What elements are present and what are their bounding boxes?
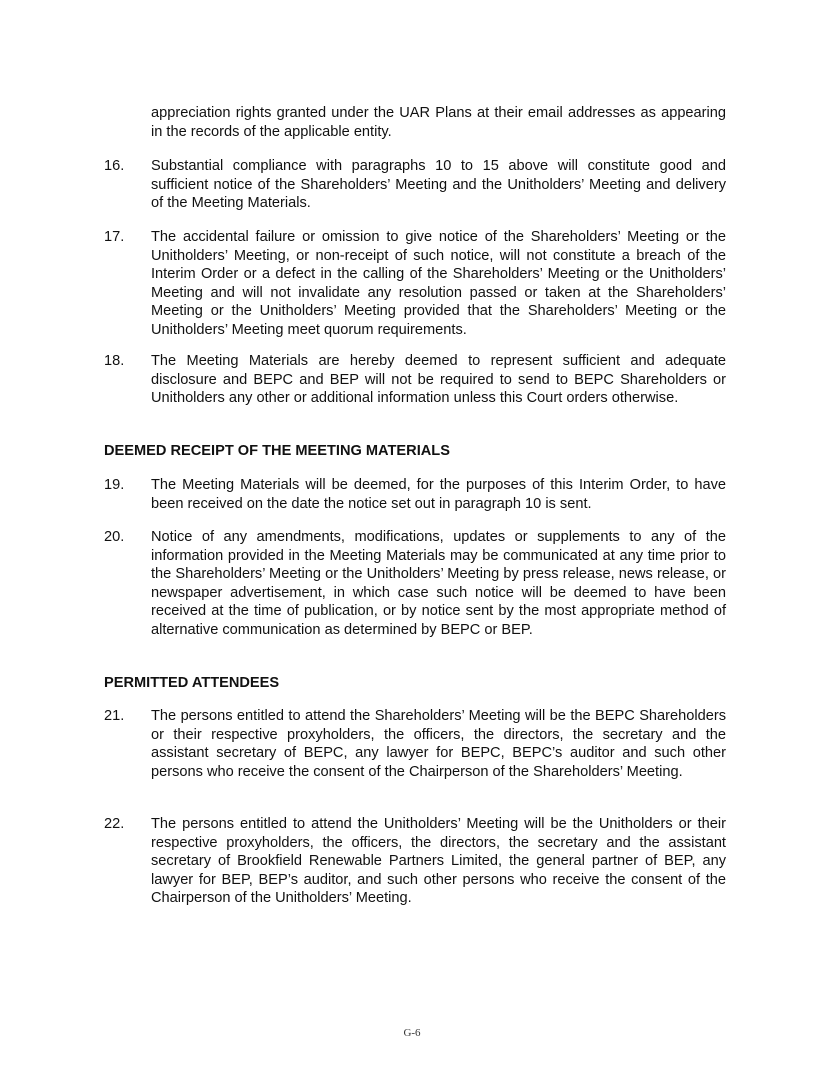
section-heading-permitted-attendees: PERMITTED ATTENDEES [104,675,280,691]
paragraph-text: The persons entitled to attend the Unitholders’ Meeting will be the Unitholders or their respective proxyholders, the officers, the directors, the secretary and the assistant secretary of Brookfield Renewable Partners Limited, the general partner of BEP, any lawyer for BEP, BEP’s auditor, and such other persons who receive the consent of the Chairperson of the Unitholders’ Meeting. [151,816,726,906]
section-heading-deemed-receipt: DEEMED RECEIPT OF THE MEETING MATERIALS [104,443,450,459]
paragraph-number: 22. [104,816,125,832]
paragraph-number: 18. [104,353,125,369]
paragraph-number: 16. [104,158,125,174]
paragraph-19 [104,476,726,513]
continued-paragraph: appreciation rights granted under the UAR Plans at their email addresses as appearing in the records of the applicable entity. [151,105,726,140]
paragraph-21 [104,707,726,781]
paragraph-20 [104,528,726,639]
paragraph-22 [104,815,726,908]
page-number: G-6 [403,1027,421,1039]
paragraph-text: Substantial compliance with paragraphs 10 to 15 above will constitute good and sufficient notice of the Shareholders’ Meeting and the Unitholders’ Meeting and delivery of the Meeting Materials. [151,158,726,211]
paragraph-number: 17. [104,229,125,245]
paragraph-text: The Meeting Materials are hereby deemed to represent sufficient and adequate disclosure and BEPC and BEP will not be required to send to BEPC Shareholders or Unitholders any other or additional information unless this Court orders otherwise. [151,353,726,406]
paragraph-text: The persons entitled to attend the Shareholders’ Meeting will be the BEPC Shareholders or their respective proxyholders, the officers, the directors, the secretary and the assistant secretary of BEPC, any lawyer for BEPC, BEPC’s auditor and such other persons who receive the consent of the Chairperson of the Shareholders’ Meeting. [151,708,726,780]
paragraph-18 [104,352,726,408]
paragraph-17 [104,228,726,339]
paragraph-text: The Meeting Materials will be deemed, for the purposes of this Interim Order, to have been received on the date the notice set out in paragraph 10 is sent. [151,477,726,512]
paragraph-16 [104,157,726,213]
paragraph-text: Notice of any amendments, modifications, updates or supplements to any of the information provided in the Meeting Materials may be communicated at any time prior to the Shareholders’ Meeting or the Unitholders’ Meeting by press release, news release, or newspaper advertisement, in which case such notice will be deemed to have been received at the time of publication, or by notice sent by the most appropriate method of alternative communication as determined by BEPC or BEP. [151,529,726,638]
paragraph-number: 19. [104,477,125,493]
paragraph-number: 21. [104,708,125,724]
paragraph-number: 20. [104,529,125,545]
paragraph-text: The accidental failure or omission to give notice of the Shareholders’ Meeting or the Unitholders’ Meeting, or non-receipt of such notice, will not constitute a breach of the Interim Order or a defect in the calling of the Shareholders’ Meeting or the Unitholders’ Meeting and will not invalidate any resolution passed or taken at the Shareholders’ Meeting or the Unitholders’ Meeting provided that the Shareholders’ Meeting or the Unitholders’ Meeting meet quorum requirements. [151,229,726,338]
